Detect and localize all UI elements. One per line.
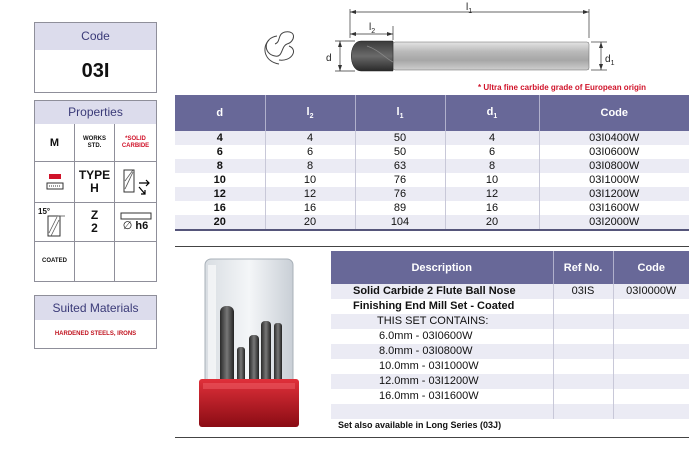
prop-coated (35, 242, 75, 281)
tolerance-row (123, 220, 148, 233)
col-header-description: Description (331, 251, 553, 284)
set-header-row (331, 251, 689, 284)
table-row (175, 145, 689, 159)
table-row (175, 215, 689, 230)
section-divider-bottom (175, 437, 689, 438)
flutes-label: Z (90, 208, 99, 222)
cell-d1: 12 (445, 187, 539, 201)
col-header-l1: $l_1$ (355, 95, 445, 131)
set-code: 03I0000W (613, 284, 689, 299)
table-row (175, 201, 689, 215)
table-row (175, 159, 689, 173)
col-header-d: d (175, 95, 265, 131)
list-item (331, 284, 689, 299)
cell-code: 03I0400W (539, 131, 689, 145)
helix-angle-icon (38, 215, 68, 237)
table-row (175, 187, 689, 201)
d-label: d (326, 53, 332, 64)
cell-code: 03I2000W (539, 215, 689, 230)
cell-d: 10 (175, 173, 265, 187)
materials-value: HARDENED STEELS, IRONS (54, 331, 137, 337)
flutes-value: 2 (91, 221, 98, 235)
cell-d1: 8 (445, 159, 539, 173)
set-table (331, 251, 689, 419)
long-series-note: Set also available in Long Series (03J) (338, 420, 502, 430)
set-title-line-2: Finishing End Mill Set - Coated (331, 299, 553, 314)
cell-d1: 20 (445, 215, 539, 230)
cell-d1: 16 (445, 201, 539, 215)
cell-code: 03I1000W (539, 173, 689, 187)
flute-cross-section-icon (265, 32, 294, 64)
end-mill-drawing (255, 0, 620, 92)
carbide-grade-note: * Ultra fine carbide grade of European origin (478, 83, 647, 92)
cell-code: 03I1200W (539, 187, 689, 201)
cell-l1: 63 (355, 159, 445, 173)
materials-panel (34, 295, 157, 349)
prop-helix (35, 203, 75, 242)
std-label: STD. (87, 142, 102, 149)
cell-l1: 76 (355, 173, 445, 187)
list-item (331, 314, 689, 329)
cell-l1: 104 (355, 215, 445, 230)
set-item: 16.0mm - 03I1600W (331, 389, 553, 404)
set-item: 12.0mm - 03I1200W (331, 374, 553, 389)
dimensions-table (175, 95, 689, 231)
type-label: TYPE (78, 168, 111, 182)
cell-d1: 10 (445, 173, 539, 187)
coated-label: COATED (42, 258, 67, 264)
cell-code: 03I0800W (539, 159, 689, 173)
cell-l2: 20 (265, 215, 355, 230)
cell-d: 20 (175, 215, 265, 230)
cell-l2: 12 (265, 187, 355, 201)
set-ref-no: 03IS (553, 284, 613, 299)
set-title-line-1: Solid Carbide 2 Flute Ball Nose (331, 284, 553, 299)
carbide-label: CARBIDE (121, 142, 150, 149)
shank (393, 42, 589, 70)
col-header-ref-no: Ref No. (553, 251, 613, 284)
list-item (331, 329, 689, 344)
m-label: M (49, 136, 60, 149)
prop-tolerance (115, 203, 156, 242)
list-item (331, 374, 689, 389)
cell-l1: 50 (355, 131, 445, 145)
cell-d: 4 (175, 131, 265, 145)
cell-d: 8 (175, 159, 265, 173)
solid-label: *SOLID (125, 135, 146, 142)
set-item: 6.0mm - 03I0600W (331, 329, 553, 344)
cell-l2: 10 (265, 173, 355, 187)
helix-angle-label: 15° (38, 206, 51, 216)
code-panel (34, 22, 157, 93)
prop-ball-nose-cell (115, 162, 156, 203)
cell-code: 03I0600W (539, 145, 689, 159)
ball-nose-head (351, 41, 393, 71)
set-item: 8.0mm - 03I0800W (331, 344, 553, 359)
prop-flutes (75, 203, 115, 242)
prop-solid-carbide (115, 124, 156, 162)
materials-header: Suited Materials (35, 296, 156, 320)
section-divider-top (175, 246, 689, 247)
set-contains-label: THIS SET CONTAINS: (331, 314, 553, 329)
list-item (331, 344, 689, 359)
tolerance-label: h6 (135, 219, 149, 232)
table-row (175, 173, 689, 187)
prop-works-std (75, 124, 115, 162)
cell-l1: 50 (355, 145, 445, 159)
type-value: H (90, 181, 99, 195)
list-item (331, 404, 689, 419)
works-label: WORKS (83, 135, 106, 142)
shank-icon (120, 212, 152, 220)
properties-grid (35, 124, 156, 281)
col-header-code: Code (539, 95, 689, 131)
cell-l2: 16 (265, 201, 355, 215)
tool-holder-icon (42, 171, 68, 193)
list-item (331, 389, 689, 404)
list-item (331, 359, 689, 374)
cell-d1: 4 (445, 131, 539, 145)
prop-empty-1 (75, 242, 115, 281)
col-header-l2: $l_2$ (265, 95, 355, 131)
cell-l1: 76 (355, 187, 445, 201)
set-item: 10.0mm - 03I1000W (331, 359, 553, 374)
cell-d1: 6 (445, 145, 539, 159)
list-item (331, 299, 689, 314)
code-header: Code (35, 23, 156, 50)
cell-l2: 8 (265, 159, 355, 173)
col-header-set-code: Code (613, 251, 689, 284)
cell-l1: 89 (355, 201, 445, 215)
cell-code: 03I1600W (539, 201, 689, 215)
ball-nose-direction-icon (119, 167, 153, 197)
prop-empty-2 (115, 242, 156, 281)
cell-d: 12 (175, 187, 265, 201)
code-value: 03I (81, 60, 110, 82)
d1-label: $d_1$ (605, 54, 615, 67)
l1-label: $l_1$ (466, 2, 473, 15)
diameter-symbol: ∅ (122, 219, 136, 232)
properties-panel (34, 100, 157, 282)
product-set-photo (175, 251, 331, 436)
cell-d: 6 (175, 145, 265, 159)
prop-m (35, 124, 75, 162)
cell-l2: 4 (265, 131, 355, 145)
prop-type (75, 162, 115, 203)
cell-l2: 6 (265, 145, 355, 159)
prop-coolant-icon-cell (35, 162, 75, 203)
col-header-d1: $d_1$ (445, 95, 539, 131)
properties-header: Properties (35, 101, 156, 124)
cell-d: 16 (175, 201, 265, 215)
l2-label: $l_2$ (369, 22, 376, 35)
dimensions-header-row (175, 95, 689, 131)
table-row (175, 131, 689, 145)
